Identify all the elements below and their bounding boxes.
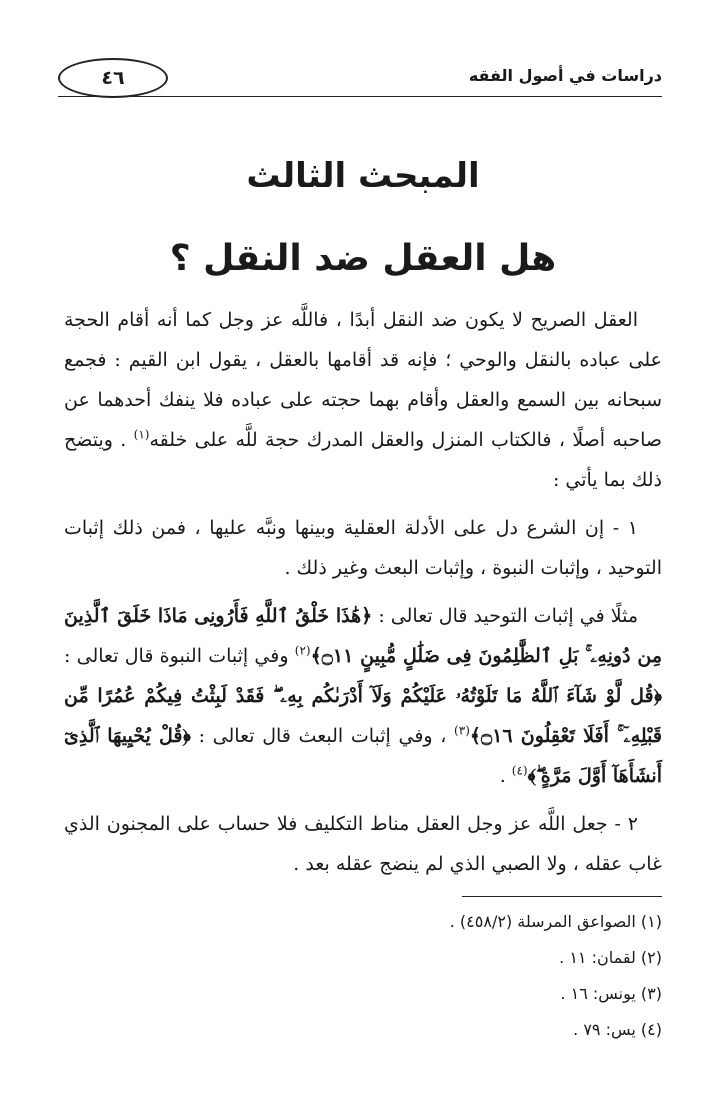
footnote-ref[interactable]: (٤)	[511, 763, 528, 778]
footnote-ref[interactable]: (١)	[133, 427, 150, 442]
paragraph-2: ١ - إن الشرع دل على الأدلة العقلية وبينها ونبَّه عليها ، فمن ذلك إثبات التوحيد ، وإثبات النبوة ، وإثبات البعث وغير ذلك .	[64, 517, 662, 579]
footnote-1: (١) الصواعق المرسلة (٤٥٨/٢) .	[449, 912, 662, 931]
paragraph-3	[64, 596, 662, 796]
paragraph-text: وفي إثبات النبوة قال تعالى :	[64, 645, 295, 667]
quran-verse: ﴿هَٰذَا خَلْقُ ٱللَّهِ فَأَرُونِى مَاذَا خَلَقَ ٱلَّذِينَ مِن دُونِهِۦ ۚ بَلِ ٱلظَّٰلِمُونَ فِى ضَلَٰلٍ مُّبِينٍ ۝١١﴾	[64, 605, 663, 667]
paragraph-text: ، وفي إثبات البعث قال تعالى :	[190, 725, 455, 747]
section-title: المبحث الثالث	[246, 156, 480, 196]
footnote-4: (٤) يس: ٧٩ .	[573, 1020, 662, 1039]
footnote-2: (٢) لقمان: ١١ .	[559, 948, 662, 967]
quran-verse: ﴿قُلْ يُحْيِيهَا ٱلَّذِىٓ أَنشَأَهَآ أَوَّلَ مَرَّةٍ ۖ﴾	[64, 725, 662, 787]
quran-verse: ﴿قُل لَّوْ شَآءَ ٱللَّهُ مَا تَلَوْتُهُۥ عَلَيْكُمْ وَلَآ أَدْرَىٰكُم بِهِۦ ۖ فَقَدْ لَبِثْتُ فِيكُمْ عُمُرًا مِّن قَبْلِهِۦٓ ۚ أَفَلَا تَعْقِلُونَ ۝١٦﴾	[64, 685, 663, 747]
page-header	[58, 58, 662, 106]
footnote-ref[interactable]: (٣)	[454, 723, 470, 738]
footnote-rule	[462, 896, 662, 897]
body-text	[64, 300, 662, 892]
paragraph-text: مثلًا في إثبات التوحيد قال تعالى :	[372, 605, 638, 627]
running-head: دراسات في أصول الفقه	[468, 66, 662, 85]
paragraph-1	[64, 300, 662, 500]
paragraph-text: . ويتضح ذلك بما يأتي :	[64, 429, 662, 491]
footnote-ref[interactable]: (٢)	[294, 643, 311, 658]
footnote-3: (٣) يونس: ١٦ .	[560, 984, 662, 1003]
main-title: هل العقل ضد النقل ؟	[169, 238, 557, 279]
footnotes	[64, 904, 662, 1048]
header-rule	[58, 96, 662, 97]
page-number-badge: ٤٦	[58, 58, 168, 98]
paragraph-4: ٢ - جعل اللَّه عز وجل العقل مناط التكليف فلا حساب على المجنون الذي غاب عقله ، ولا الصبي الذي لم ينضج عقله بعد .	[64, 813, 662, 875]
paragraph-text: العقل الصريح لا يكون ضد النقل أبدًا ، فاللَّه عز وجل كما أنه أقام الحجة على عباده بالنقل والوحي ؛ فإنه قد أقامها بالعقل ، يقول ابن القيم : فجمع سبحانه بين السمع والعقل وأقام بهما حجته على عباده فلا ينفك أحدهما عن صاحبه أصلًا ، فالكتاب المنزل والعقل المدرك حجة للَّه على خلقه	[64, 309, 662, 451]
paragraph-text: .	[499, 765, 512, 787]
